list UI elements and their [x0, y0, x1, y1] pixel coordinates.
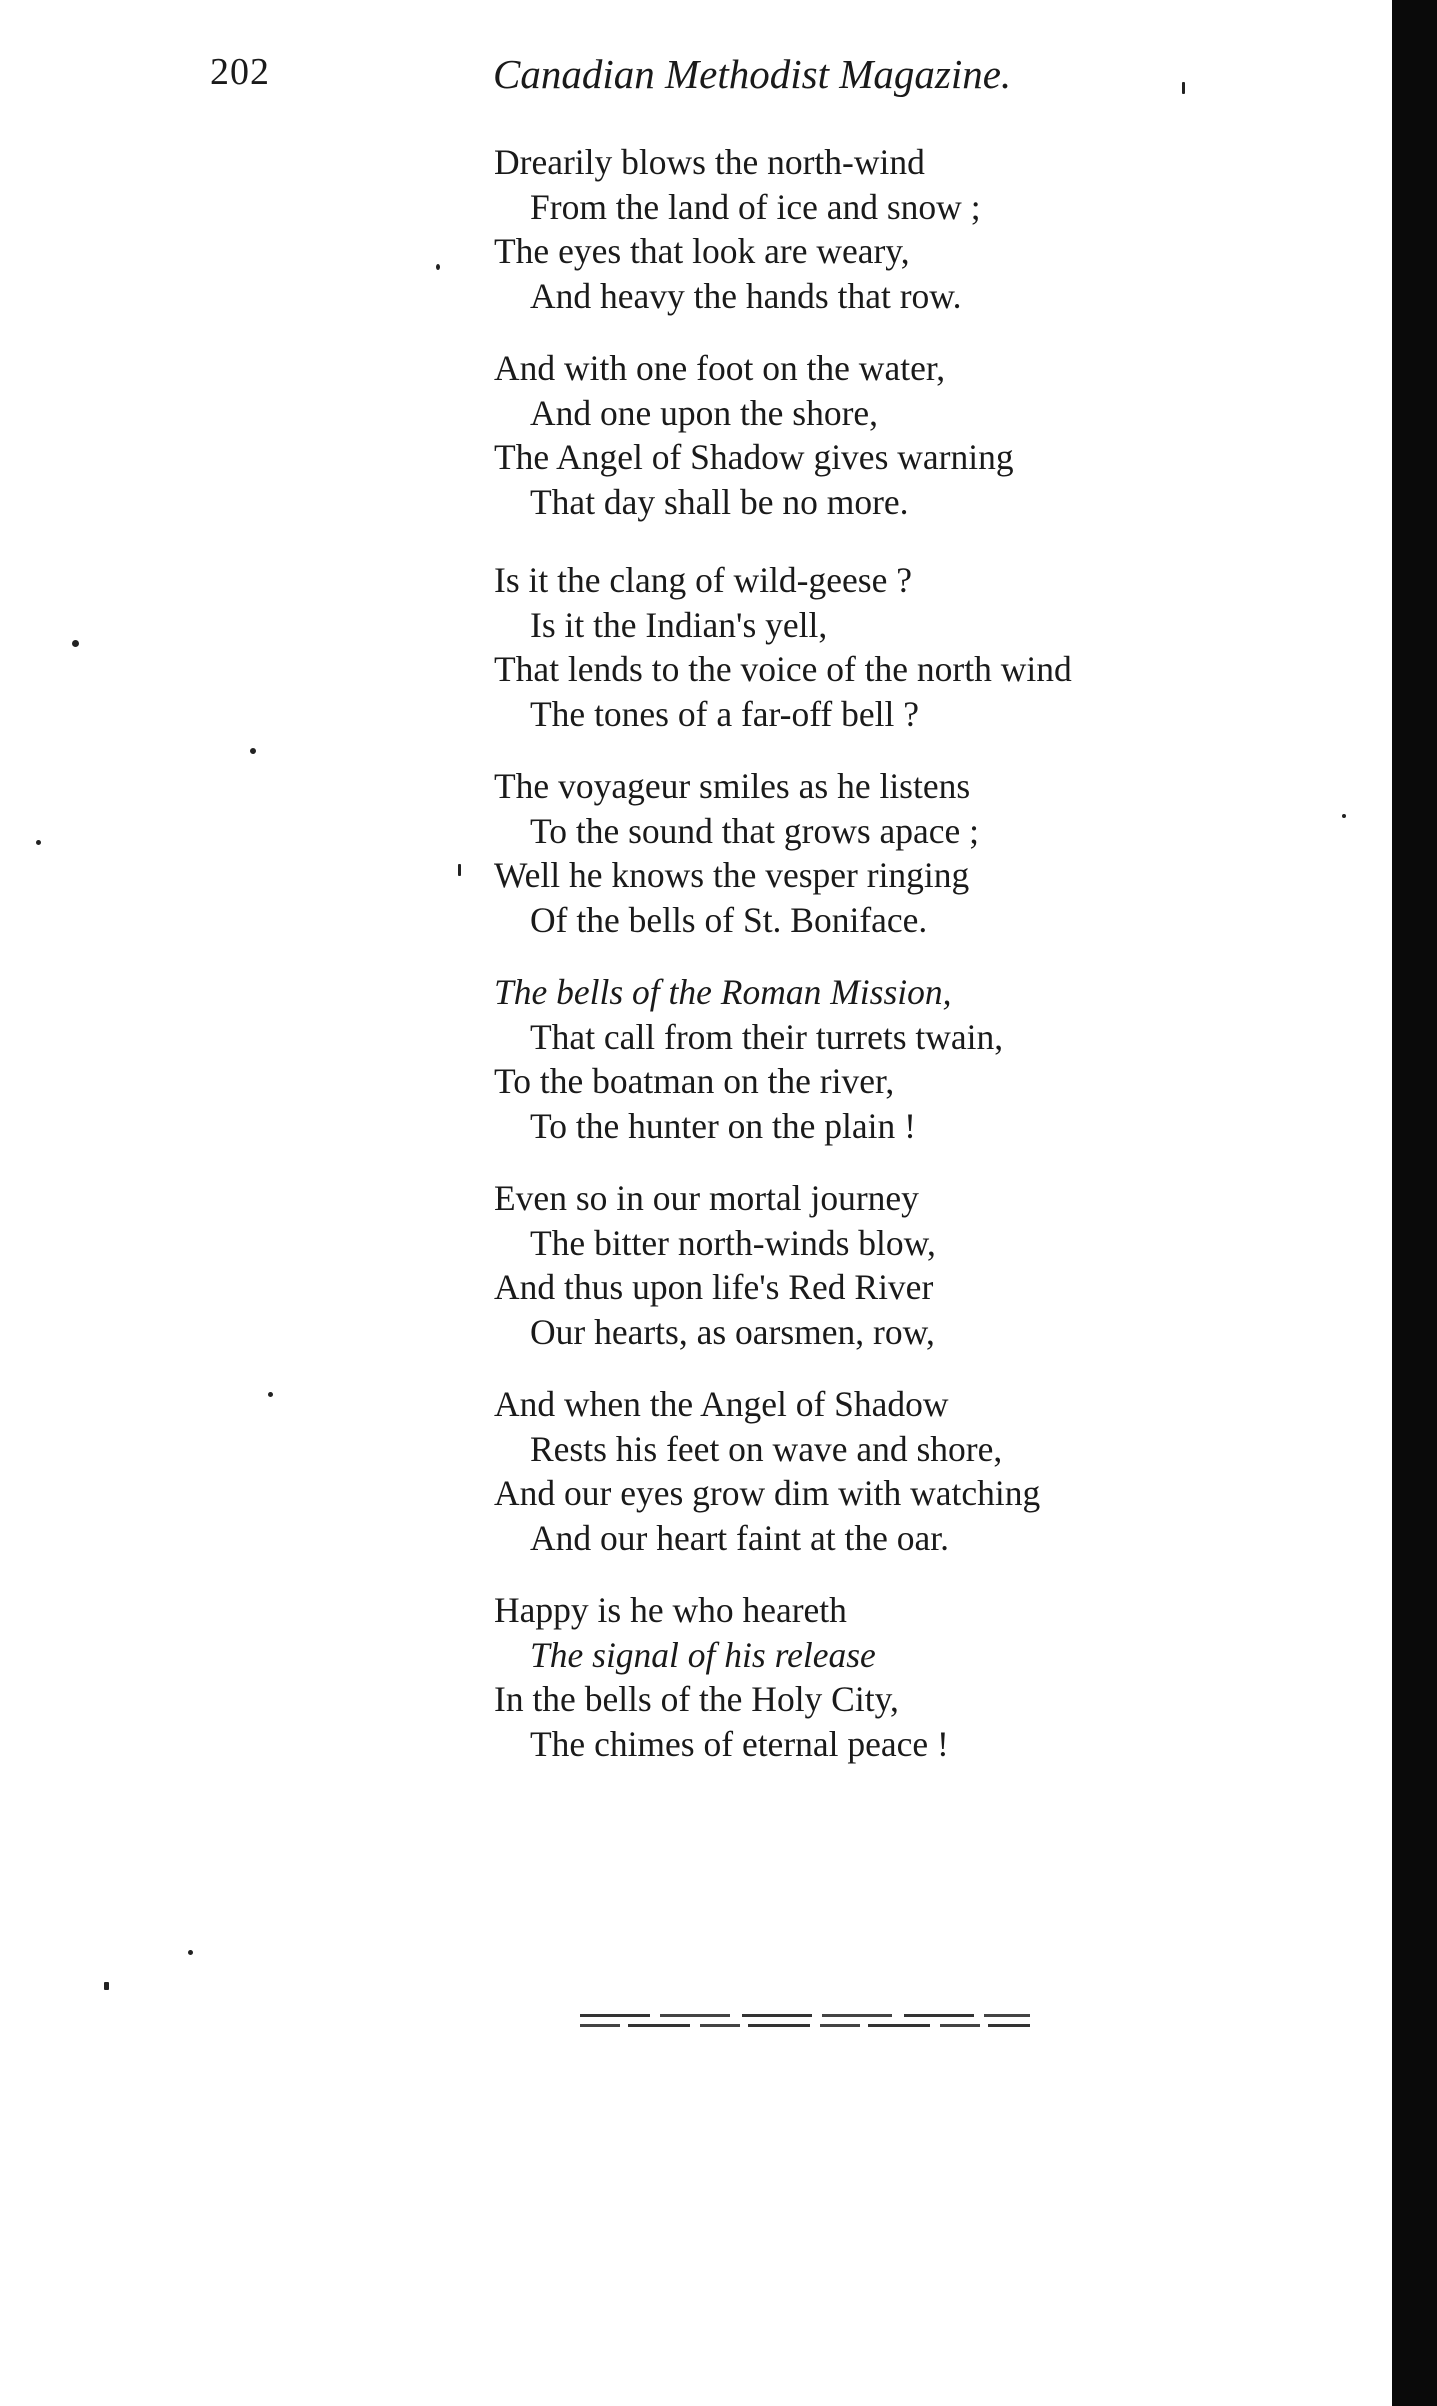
poem-line: Is it the Indian's yell, — [530, 604, 828, 645]
stanza — [494, 970, 1254, 1148]
poem-line: To the sound that grows apace ; — [530, 810, 980, 851]
scan-edge-shadow — [1392, 0, 1437, 2406]
poem-line: And our heart faint at the oar. — [530, 1517, 949, 1558]
poem-line: Of the bells of St. Boniface. — [530, 899, 928, 940]
poem-line: Happy is he who heareth — [494, 1590, 847, 1630]
poem-line: Our hearts, as oarsmen, row, — [530, 1311, 935, 1352]
stanza — [494, 140, 1254, 318]
scan-speck — [188, 1950, 193, 1955]
scan-speck — [268, 1392, 273, 1397]
page-number: 202 — [210, 51, 270, 93]
poem — [494, 140, 1254, 1794]
poem-line: That call from their turrets twain, — [530, 1016, 1004, 1057]
poem-line: The voyageur smiles as he listens — [494, 766, 971, 806]
stanza — [494, 1382, 1254, 1560]
scan-speck — [436, 264, 440, 270]
poem-line: And when the Angel of Shadow — [494, 1384, 949, 1424]
poem-line: And thus upon life's Red River — [494, 1267, 934, 1307]
poem-line: And with one foot on the water, — [494, 348, 946, 388]
scan-speck — [1182, 82, 1185, 94]
poem-line: To the hunter on the plain ! — [530, 1105, 916, 1146]
stanza — [494, 1588, 1254, 1766]
poem-line: The eyes that look are weary, — [494, 231, 910, 271]
scan-speck — [36, 840, 41, 845]
poem-line: And heavy the hands that row. — [530, 275, 962, 316]
poem-line: The Angel of Shadow gives warning — [494, 437, 1014, 477]
poem-line: From the land of ice and snow ; — [530, 186, 981, 227]
end-rule-lower — [580, 2024, 1030, 2027]
end-rule — [580, 2014, 1030, 2017]
stanza — [494, 558, 1254, 736]
scan-speck — [104, 1982, 109, 1990]
poem-line: That day shall be no more. — [530, 481, 909, 522]
poem-line: The chimes of eternal peace ! — [530, 1723, 949, 1764]
poem-line: The bitter north-winds blow, — [530, 1222, 936, 1263]
poem-line: And our eyes grow dim with watching — [494, 1473, 1041, 1513]
poem-line: That lends to the voice of the north wind — [494, 649, 1072, 689]
poem-line: Well he knows the vesper ringing — [494, 855, 970, 895]
scan-speck — [250, 748, 256, 754]
poem-line: And one upon the shore, — [530, 392, 879, 433]
scan-speck — [72, 640, 79, 647]
poem-line: The bells of the Roman Mission, — [494, 972, 952, 1012]
poem-line: Drearily blows the north-wind — [494, 142, 925, 182]
scan-speck — [458, 864, 461, 876]
poem-line: Is it the clang of wild-geese ? — [494, 560, 912, 600]
poem-line: The signal of his release — [530, 1634, 876, 1675]
poem-line: Rests his feet on wave and shore, — [530, 1428, 1003, 1469]
poem-line: To the boatman on the river, — [494, 1061, 895, 1101]
stanza — [494, 346, 1254, 524]
scan-speck — [1342, 814, 1346, 818]
poem-line: In the bells of the Holy City, — [494, 1679, 899, 1719]
stanza — [494, 764, 1254, 942]
poem-line: The tones of a far-off bell ? — [530, 693, 919, 734]
poem-line: Even so in our mortal journey — [494, 1178, 919, 1218]
running-head: Canadian Methodist Magazine. — [493, 51, 1012, 97]
stanza — [494, 1176, 1254, 1354]
